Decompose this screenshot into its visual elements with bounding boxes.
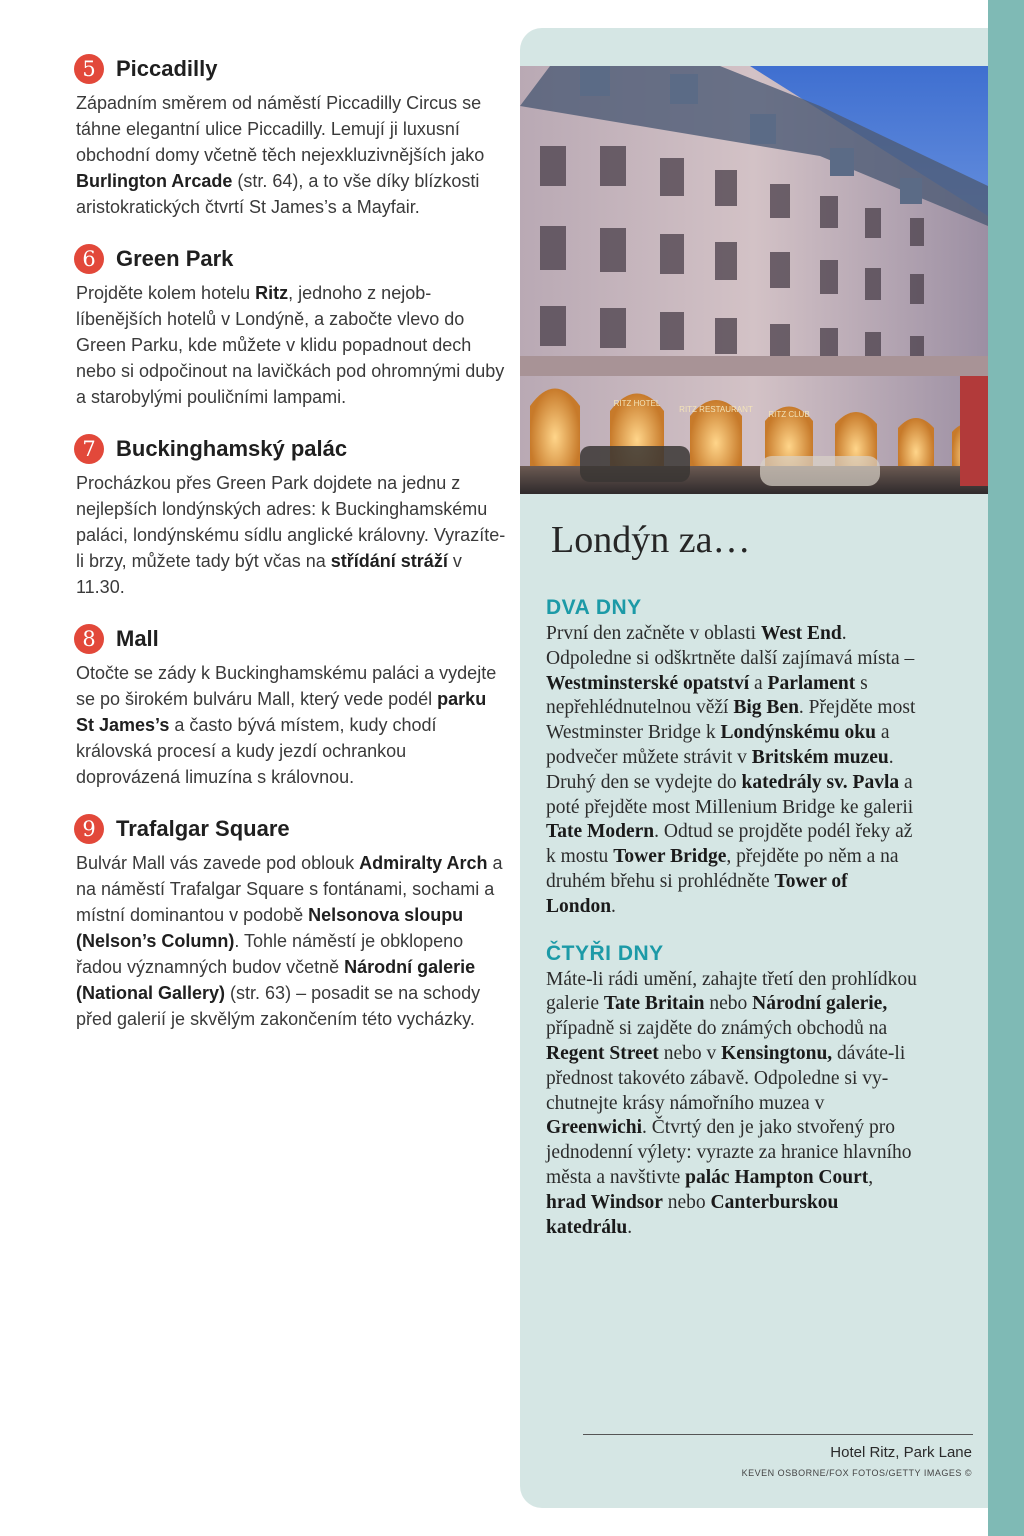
stop-title: Trafalgar Square	[116, 816, 290, 841]
text-run: Procházkou přes Green Park dojdete na jednu z nejlepších londýnských adres: k Buckinghamskému paláci, londýnskému sídlu anglické královny. Vyrazíte-li brzy, můžete tady být včas na	[76, 473, 506, 571]
text-run: .	[611, 895, 616, 917]
text-run: První den začněte v oblasti	[546, 623, 761, 644]
text-run: a podvečer můžete strávit v	[546, 722, 890, 768]
text-run: nebo v	[658, 1042, 722, 1064]
text-run: s nepřehlédnutelnou věží	[546, 672, 868, 719]
stop-number-badge: 7	[74, 434, 104, 464]
highlight-text: Burlington Arcade	[76, 171, 233, 191]
highlight-text: palác Hampton Court	[685, 1166, 869, 1188]
photo-sign-restaurant: RITZ RESTAURANT	[679, 405, 753, 414]
text-run: . Druhý den se vydejte do	[546, 746, 894, 793]
stop-title: Green Park	[116, 246, 234, 271]
stop-title: Piccadilly	[116, 56, 218, 81]
highlight-text: Národní galerie (National Gallery)	[76, 957, 476, 1003]
text-run: a	[749, 672, 768, 694]
text-run: případně si zajděte do známých obchodů na	[546, 1018, 888, 1040]
stop-description	[76, 470, 506, 600]
stop-number-badge: 9	[74, 814, 104, 844]
route-stop	[76, 432, 506, 600]
stop-number-badge: 5	[74, 54, 104, 84]
itinerary-heading: ČTYŘI DNY	[546, 941, 664, 965]
highlight-text: Admiralty Arch	[359, 853, 488, 873]
stop-title: Buckinghamský palác	[116, 436, 348, 461]
text-run: a na náměstí Trafalgar Square s fontánami, sochami a místní dominantou v podobě	[76, 853, 503, 925]
highlight-text: Kensingtonu,	[721, 1042, 833, 1064]
text-run: . Odtud se projděte podél řeky až k mostu	[546, 821, 913, 868]
highlight-text: Tower Bridge	[613, 846, 727, 868]
photo-sign-club: RITZ CLUB	[768, 410, 810, 419]
hotel-ritz-photo	[520, 66, 988, 494]
text-run: a poté přejděte most Millenium Bridge ke galerii	[546, 771, 914, 818]
highlight-text: West End	[760, 623, 842, 644]
highlight-text: střídání stráží	[330, 551, 448, 571]
photo-sign-hotel: RITZ HOTEL	[613, 399, 661, 408]
text-run: , jednoho z nejoblíbenějších hotelů v Londýně, a zabočte vlevo do Green Parku, kde můžete v klidu popadnout dech nebo si odpočinout na lavičkách pod ohromnými duby a starobylými pouličními lampami.	[76, 283, 505, 407]
route-stop-header	[76, 812, 506, 846]
route-stop	[76, 812, 506, 1032]
text-run: Projděte kolem hotelu	[76, 283, 256, 303]
photo-credit: KEVEN OSBORNE/FOX FOTOS/GETTY IMAGES ©	[741, 1468, 972, 1478]
text-run: (str. 63) – posadit se na schody před galerií je skvělým zakončením této vycházky.	[76, 983, 481, 1029]
photo-caption: Hotel Ritz, Park Lane	[830, 1444, 972, 1461]
stop-description	[76, 660, 506, 790]
highlight-text: Canterburskou katedrálu	[546, 1191, 839, 1238]
box-title: Londýn za…	[551, 519, 751, 561]
route-stop-header	[76, 622, 506, 656]
text-run: . Odpoledne si odškrtněte další zajímavá místa –	[546, 623, 915, 669]
route-stop	[76, 52, 506, 220]
text-run: . Tohle náměstí je obklopeno řadou významných budov včetně	[76, 931, 464, 977]
text-run: nebo	[704, 993, 753, 1015]
text-run: a často bývá místem, kudy chodí královská procesí a kudy jezdí ochrankou doprovázená limuzína s královnou.	[76, 715, 437, 787]
sections-list	[76, 52, 506, 1032]
route-stop-header	[76, 242, 506, 276]
text-run: nebo	[662, 1191, 711, 1213]
text-run: v 11.30.	[76, 551, 462, 597]
text-run: Máte-li rádi umění, zahajte třetí den prohlídkou galerie	[546, 968, 917, 1015]
highlight-text: Tower of London	[546, 870, 848, 917]
itinerary-text	[546, 622, 918, 920]
highlight-text: Regent Street	[546, 1042, 659, 1064]
itinerary-list	[546, 596, 918, 1262]
text-run: ,	[868, 1166, 874, 1188]
itinerary-text	[546, 968, 918, 1241]
text-run: Západním směrem od náměstí Piccadilly Circus se táhne elegantní ulice Piccadilly. Lemují ji luxusní obchodní domy včetně těch nejexkluzivnějších jako	[76, 93, 485, 165]
page-edge-strip	[988, 0, 1024, 1536]
highlight-text: Westminsterské opatství	[546, 672, 750, 694]
highlight-text: Britském muzeu	[751, 746, 889, 768]
caption-rule	[583, 1434, 973, 1435]
highlight-text: Tate Modern	[546, 821, 655, 843]
stop-description	[76, 850, 506, 1032]
hotel-ritz-illustration	[520, 66, 988, 494]
highlight-text: Národní galerie,	[752, 993, 888, 1015]
route-stop-header	[76, 52, 506, 86]
highlight-text: Londýnskému oku	[720, 722, 876, 744]
text-run: (str. 64), a to vše díky blízkosti aristokratických čtvrtí St James’s a Mayfair.	[76, 171, 480, 217]
highlight-text: katedrály sv. Pavla	[741, 771, 900, 793]
highlight-text: Tate Britain	[603, 993, 705, 1015]
stop-description	[76, 90, 506, 220]
highlight-text: hrad Windsor	[546, 1191, 663, 1213]
stop-description	[76, 280, 506, 410]
text-run: . Čtvrtý den je jako stvořený pro jednodenní výlety: vyrazte za hranice hlavního města a navštivte	[546, 1117, 912, 1188]
highlight-text: Ritz	[255, 283, 289, 303]
route-stop	[76, 622, 506, 790]
route-stop-header	[76, 432, 506, 466]
highlight-text: Parlament	[767, 672, 856, 694]
stop-number-badge: 6	[74, 244, 104, 274]
highlight-text: Nelsonova sloupu (Nelson’s Column)	[76, 905, 464, 951]
highlight-text: Greenwichi	[546, 1117, 643, 1139]
route-stop	[76, 242, 506, 410]
highlight-text: parku St James’s	[76, 689, 487, 735]
text-run: , přejděte po něm a na druhém břehu si prohlédněte	[546, 846, 899, 892]
itinerary-heading: DVA DNY	[546, 596, 642, 619]
text-run: Bulvár Mall vás zavede pod oblouk	[76, 853, 360, 873]
highlight-text: Big Ben	[733, 697, 799, 719]
stop-title: Mall	[116, 626, 159, 651]
text-run: .	[627, 1216, 633, 1238]
text-run: Otočte se zády k Buckinghamskému paláci a vydejte se po širokém bulváru Mall, který vede podél	[76, 663, 497, 709]
text-run: . Přejděte most Westminster Bridge k	[546, 697, 916, 744]
text-run: dáváte-li přednost takovéto zábavě. Odpoledne si vychutnejte krásy námořního muzea v	[546, 1042, 906, 1114]
stop-number-badge: 8	[74, 624, 104, 654]
walk-route-column	[76, 52, 506, 1054]
